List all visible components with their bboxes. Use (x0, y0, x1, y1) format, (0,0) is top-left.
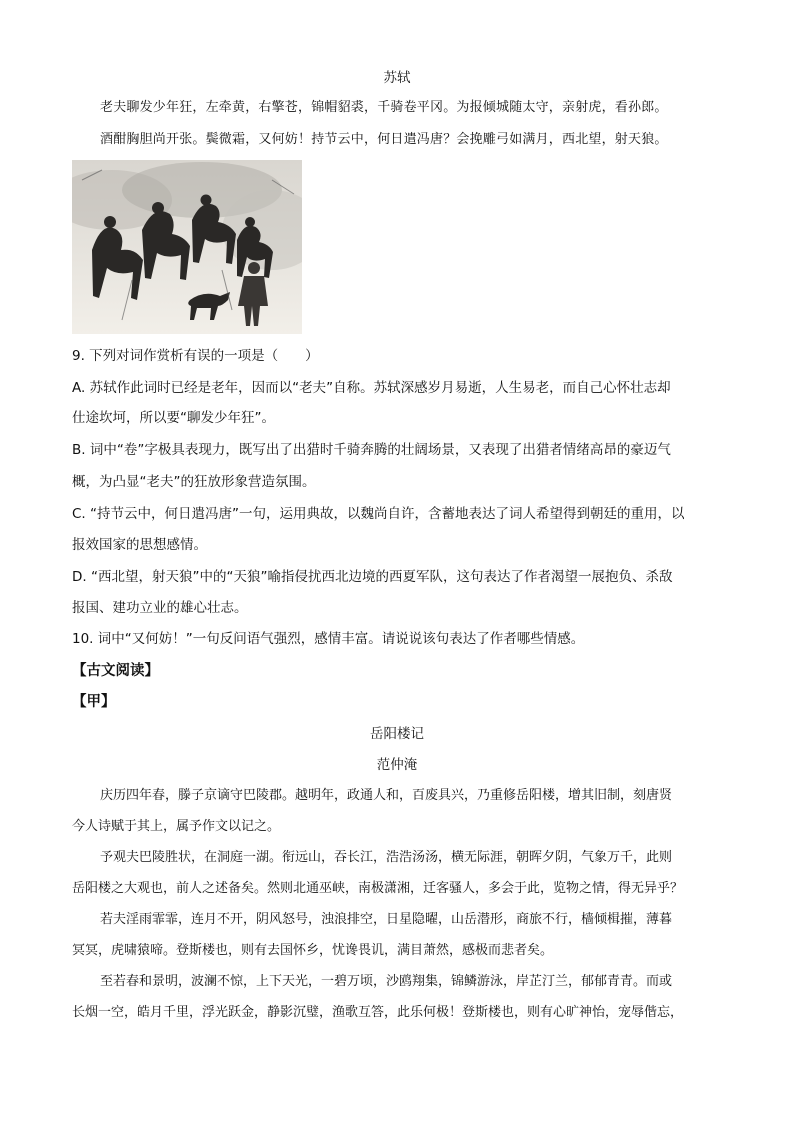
essay-paragraph-3-cont: 冥冥，虎啸猿啼。登斯楼也，则有去国怀乡，忧谗畏讥，满目萧然，感极而悲者矣。 (72, 943, 554, 958)
question-9-option-b: B. 词中“卷”字极具表现力，既写出了出猎时千骑奔腾的壮阔场景，又表现了出猎者情绪高昂的豪迈气 (72, 442, 671, 458)
question-9-option-a-cont: 仕途坎坷，所以要“聊发少年狂”。 (72, 410, 275, 426)
essay-paragraph-3: 若夫淫雨霏霏，连月不开，阴风怒号，浊浪排空，日星隐曜，山岳潜形，商旅不行，樯倾楫摧，薄暮 (100, 912, 673, 927)
essay-title: 岳阳楼记 (370, 726, 424, 742)
question-10-stem: 10. 词中“又何妨！”一句反问语气强烈，感情丰富。请说说该句表达了作者哪些情感。 (72, 631, 585, 647)
hunting-painting-image (72, 160, 302, 334)
essay-paragraph-2-cont: 岳阳楼之大观也，前人之述备矣。然则北通巫峡，南极潇湘，迁客骚人，多会于此，览物之情，得无异乎？ (72, 881, 684, 896)
essay-paragraph-1: 庆历四年春，滕子京谪守巴陵郡。越明年，政通人和，百废具兴，乃重修岳阳楼，增其旧制，刻唐贤 (100, 788, 673, 803)
poem-line-1: 老夫聊发少年狂，左牵黄，右擎苍，锦帽貂裘，千骑卷平冈。为报倾城随太守，亲射虎，看孙郎。 (100, 100, 668, 115)
question-9-option-d-cont: 报国、建功立业的雄心壮志。 (72, 600, 248, 616)
essay-paragraph-4-cont: 长烟一空，皓月千里，浮光跃金，静影沉璧，渔歌互答，此乐何极！登斯楼也，则有心旷神怡，宠辱偕忘， (72, 1005, 684, 1020)
essay-paragraph-4: 至若春和景明，波澜不惊，上下天光，一碧万顷，沙鸥翔集，锦鳞游泳，岸芷汀兰，郁郁青青。而或 (100, 974, 673, 989)
poem-line-2: 酒酣胸胆尚开张。鬓微霜，又何妨！持节云中，何日遣冯唐？会挽雕弓如满月，西北望，射天狼。 (100, 132, 668, 147)
essay-paragraph-2: 予观夫巴陵胜状，在洞庭一湖。衔远山，吞长江，浩浩汤汤，横无际涯，朝晖夕阴，气象万千，此则 (100, 850, 673, 865)
section-subheading: 【甲】 (72, 694, 116, 710)
section-heading: 【古文阅读】 (72, 663, 159, 679)
question-9-option-c: C. “持节云中，何日遣冯唐”一句，运用典故，以魏尚自许，含蓄地表达了词人希望得到朝廷的重用，以 (72, 506, 685, 522)
question-9-option-d: D. “西北望，射天狼”中的“天狼”喻指侵扰西北边境的西夏军队，这句表达了作者渴望一展抱负、杀敌 (72, 569, 673, 585)
essay-author: 范仲淹 (376, 757, 418, 773)
hunting-scene-icon (72, 160, 302, 334)
question-9-stem: 9. 下列对词作赏析有误的一项是（ ） (72, 348, 319, 364)
question-9-option-a: A. 苏轼作此词时已经是老年，因而以“老夫”自称。苏轼深感岁月易逝，人生易老，而自己心怀壮志却 (72, 380, 671, 396)
question-9-option-b-cont: 概，为凸显“老夫”的狂放形象营造氛围。 (72, 474, 316, 490)
question-9-option-c-cont: 报效国家的思想感情。 (72, 537, 207, 553)
essay-paragraph-1-cont: 今人诗赋于其上，属予作文以记之。 (72, 819, 281, 834)
poem-author: 苏轼 (383, 70, 411, 86)
